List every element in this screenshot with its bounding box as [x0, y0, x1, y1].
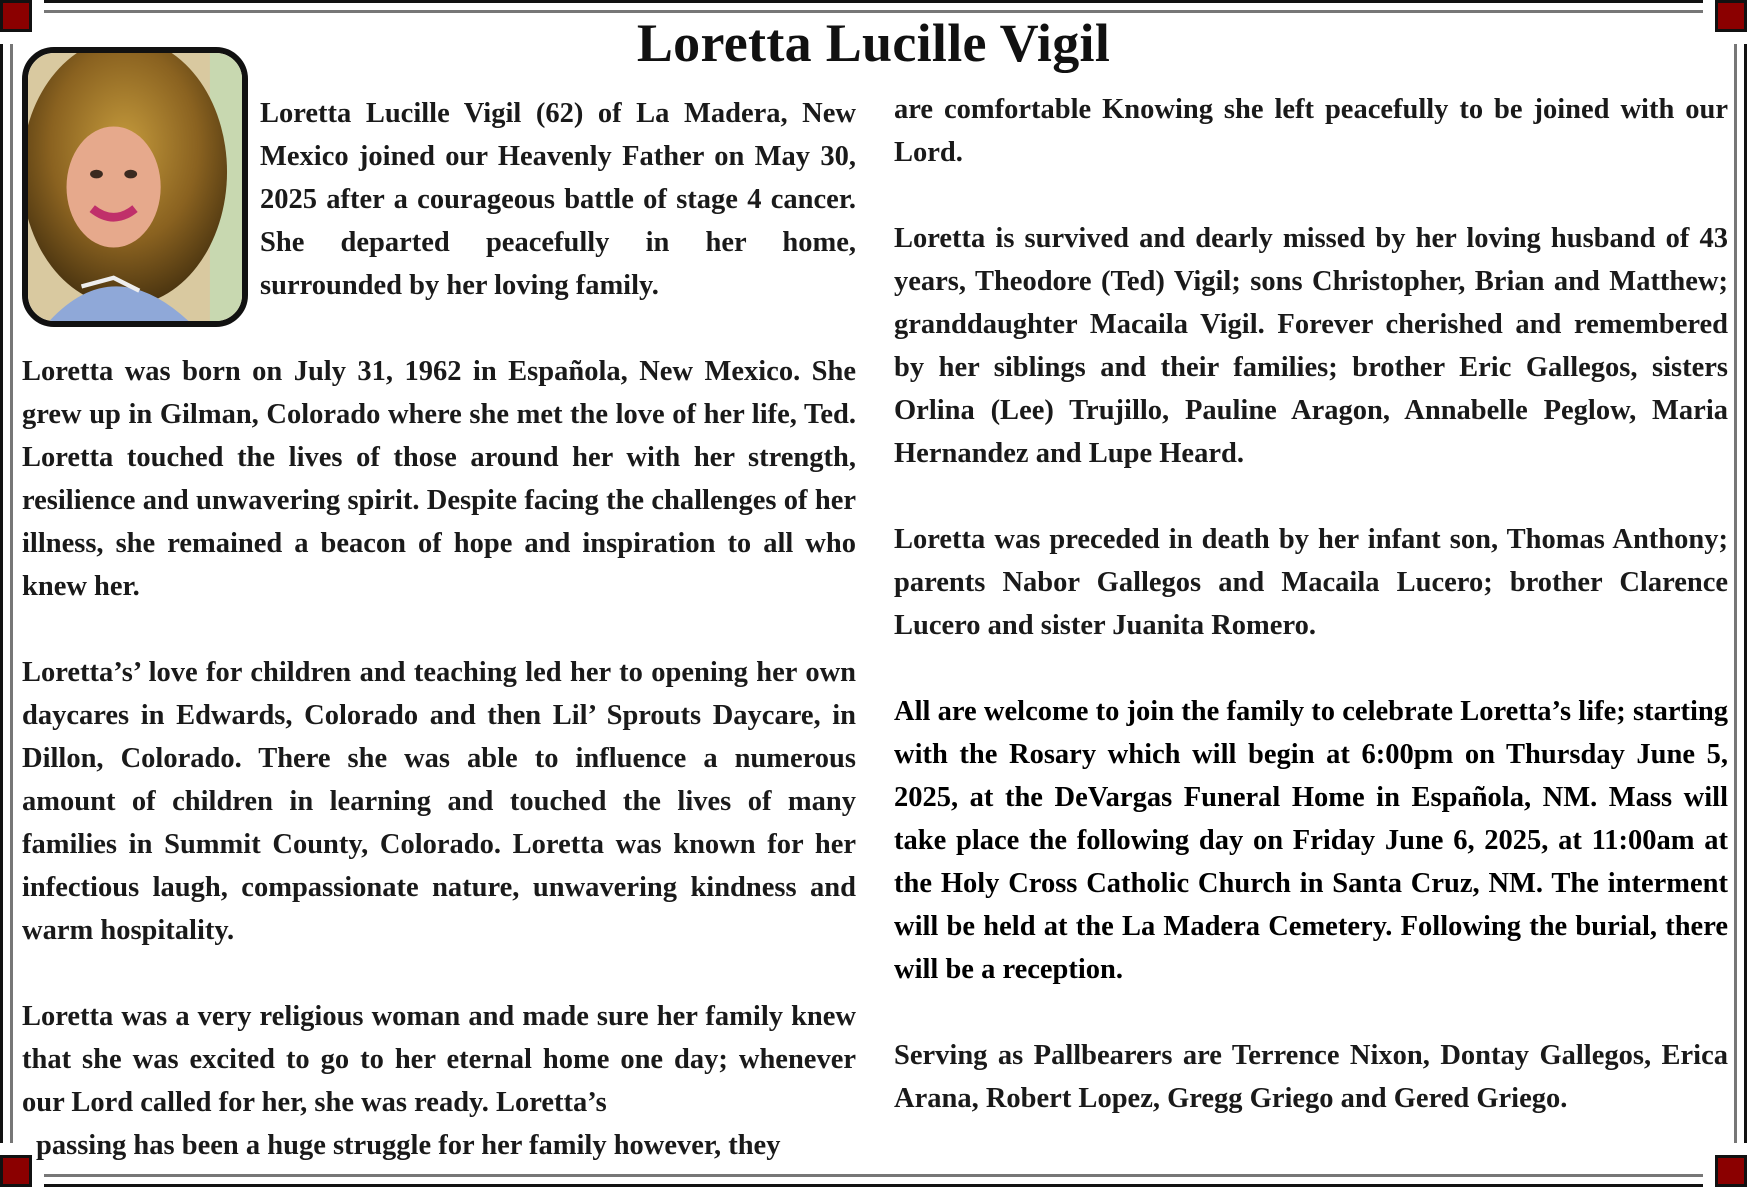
- obituary-title: Loretta Lucille Vigil: [636, 13, 1111, 73]
- paragraph-survivors: Loretta is survived and dearly missed by her loving husband of 43 years, Theodore (Ted) Vigil; sons Christopher, Brian and Matthew; granddaughter Macaila Vigil. Forever cherished and remembered by her siblings and their families; brother Eric Gallegos, sisters Orlina (Lee) Trujillo, Pauline Aragon, Annabelle Peglow, Maria Hernandez and Lupe Heard.: [894, 223, 1728, 469]
- paragraph-intro-text: Loretta Lucille Vigil (62) of La Madera, New Mexico joined our Heavenly Father on May 30, 2025 after a courageous battle of stage 4 cancer. She departed peacefully in her home, surrounded by her loving family.: [260, 98, 856, 301]
- paragraph-intro: [22, 92, 856, 307]
- paragraph-faith-continued: passing has been a huge struggle for her family however, they: [36, 1130, 781, 1161]
- paragraph-career: Loretta’s’ love for children and teaching led her to opening her own daycares in Edwards, Colorado and then Lil’ Sprouts Daycare, in Dillon, Colorado. There she was able to influence a numerous amount of children in learning and touched the lives of many families in Summit County, Colorado. Loretta was known for her infectious laugh, compassionate nature, unwavering kindness and warm hospitality.: [22, 657, 856, 946]
- paragraph-faith-text: Loretta was a very religious woman and made sure her family knew that she was excited to go to her eternal home one day; whenever our Lord called for her, she was ready. Loretta’s: [22, 1001, 856, 1118]
- paragraph-preceded: Loretta was preceded in death by her infant son, Thomas Anthony; parents Nabor Gallegos and Macaila Lucero; brother Clarence Lucero and sister Juanita Romero.: [894, 524, 1728, 641]
- paragraph-pallbearers: Serving as Pallbearers are Terrence Nixon, Dontay Gallegos, Erica Arana, Robert Lopez, Gregg Griego and Gered Griego.: [894, 1040, 1728, 1114]
- left-column: [22, 92, 856, 1167]
- paragraph-early-life: Loretta was born on July 31, 1962 in Española, New Mexico. She grew up in Gilman, Colorado where she met the love of her life, Ted. Loretta touched the lives of those around her with her strength, resilience and unwavering spirit. Despite facing the challenges of her illness, she remained a beacon of hope and inspiration to all who knew her.: [22, 356, 856, 602]
- corner-ornament-bottom-right: [1715, 1155, 1747, 1187]
- paragraph-faith-end: are comfortable Knowing she left peacefully to be joined with our Lord.: [894, 94, 1728, 168]
- right-column: [894, 88, 1728, 1120]
- portrait-photo: [22, 47, 248, 327]
- paragraph-faith: [22, 995, 856, 1167]
- paragraph-services: All are welcome to join the family to celebrate Loretta’s life; starting with the Rosary which will begin at 6:00pm on Thursday June 5, 2025, at the DeVargas Funeral Home in Española, NM. Mass will take place the following day on Friday June 6, 2025, at 11:00am at the Holy Cross Catholic Church in Santa Cruz, NM. The interment will be held at the La Madera Cemetery. Following the burial, there will be a reception.: [894, 696, 1728, 985]
